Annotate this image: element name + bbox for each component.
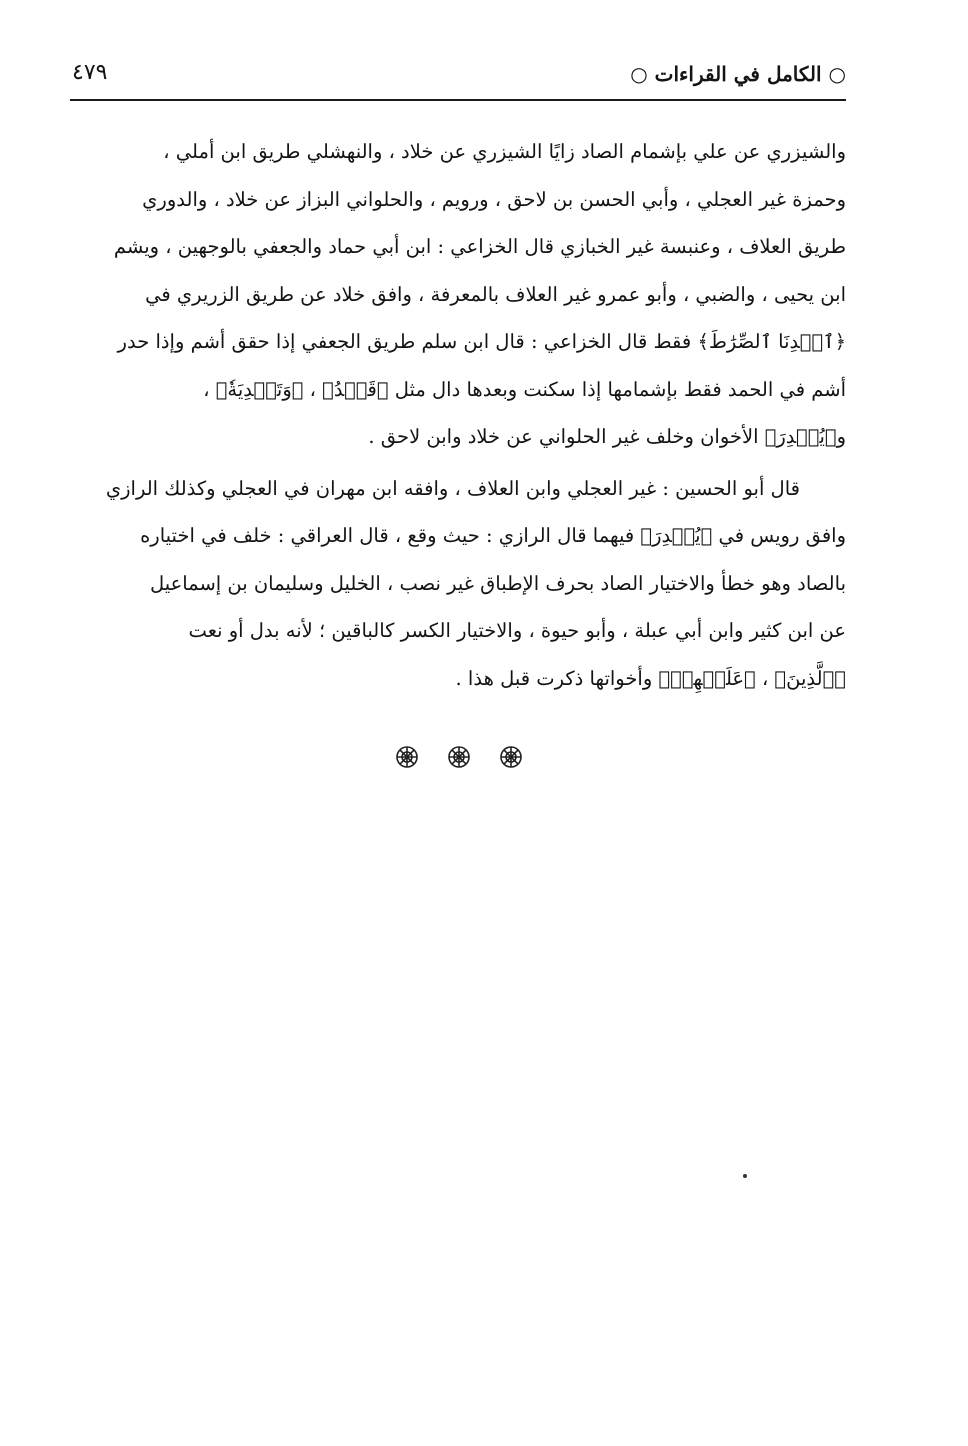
running-header [70,58,846,98]
text-line: و﴿يُصۡدِرَ﴾ الأخوان وخلف غير الحلواني عن خلاد وابن لاحق . [368,425,846,448]
text-line: أشم في الحمد فقط بإشمامها إذا سكنت وبعدها دال مثل ﴿قَصۡدُ﴾ ، ﴿وَتَصۡدِيَةٗ﴾ ، [203,377,846,401]
text-line: ﴿ٱلَّذِينَ﴾ ، ﴿عَلَيۡهِمۡ﴾ وأخواتها ذكرت قبل هذا . [455,666,846,690]
text-line: ﴿ٱهۡدِنَا ٱلصِّرَٰطَ﴾ فقط قال الخزاعي : قال ابن سلم طريق الجعفي إذا حقق أشم وإذا حدر [117,330,846,353]
page-number: ٤٧٩ [72,60,108,85]
paragraph [70,465,846,703]
book-title: ○ الكامل في القراءات ○ [630,62,846,86]
text-line: والشيزري عن علي بإشمام الصاد زايًا الشيزري عن خلاد ، والنهشلي طريق ابن أملي ، [163,140,846,163]
paragraph [70,128,846,461]
text-line: طريق العلاف ، وعنبسة غير الخبازي قال الخزاعي : ابن أبي حماد والجعفي بالوجهين ، ويشم [113,235,846,258]
text-line: ابن يحيى ، والضبي ، وأبو عمرو غير العلاف بالمعرفة ، وافق خلاد عن طريق الزريري في [145,282,846,306]
text-line: وحمزة غير العجلي ، وأبي الحسن بن لاحق ، ورويم ، والحلواني البزاز عن خلاد ، والدوري [142,187,846,211]
text-line: وافق رويس في ﴿يُصۡدِرَ﴾ فيهما قال الرازي : حيث وقع ، قال العراقي : خلف في اختياره [140,524,846,547]
ornament-icon [446,744,472,770]
section-ornaments [394,742,524,772]
main-text [70,128,846,702]
text-line: عن ابن كثير وابن أبي عبلة ، وأبو حيوة ، والاختيار الكسر كالباقين ؛ لأنه بدل أو نعت [188,619,846,642]
scan-speck [743,1174,747,1178]
header-divider [70,99,846,101]
ornament-icon [498,744,524,770]
text-line: قال أبو الحسين : غير العجلي وابن العلاف ، وافقه ابن مهران في العجلي وكذلك الرازي [105,476,800,500]
ornament-icon [394,744,420,770]
text-line: بالصاد وهو خطأ والاختيار الصاد بحرف الإطباق غير نصب ، الخليل وسليمان بن إسماعيل [149,571,846,595]
